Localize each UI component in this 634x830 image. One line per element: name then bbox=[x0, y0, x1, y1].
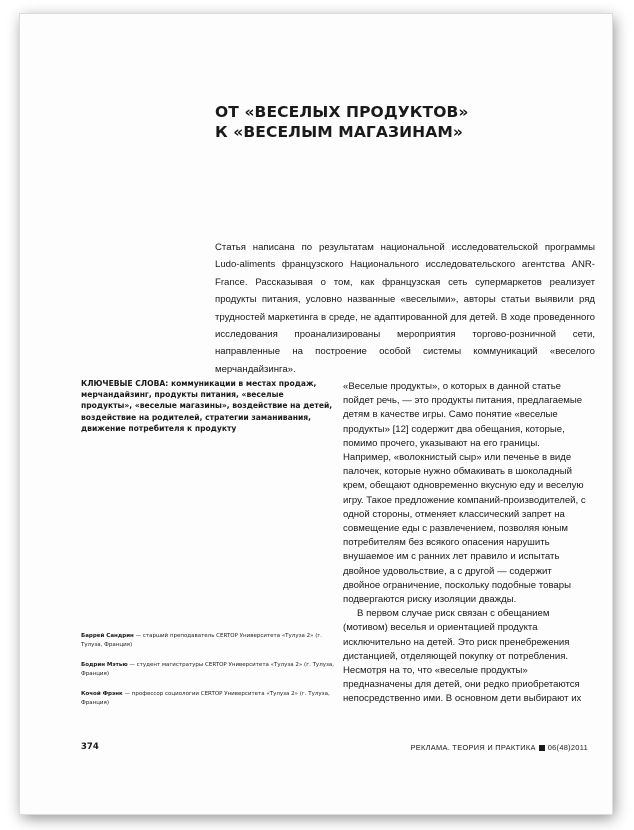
author-item bbox=[81, 661, 343, 678]
author-item bbox=[81, 632, 343, 649]
keywords-label: КЛЮЧЕВЫЕ СЛОВА: bbox=[81, 379, 169, 388]
authors-list bbox=[81, 632, 343, 720]
article-abstract: Статья написана по результатам национальной исследовательской программы Ludo-aliments французского Национального исследовательского агентства ANR-France. Рассказывая о том, как французская сеть супермаркетов реализует продукты питания, условно названные «веселыми», авторы статьи выявили ряд трудностей маркетинга в среде, не адаптированной для детей. В ходе проведенного исследования проанализированы мероприятия торгово-розничной сети, направленные на построение особой системы коммуникаций «веселого мерчандайзинга». bbox=[215, 242, 595, 375]
author-item bbox=[81, 690, 343, 707]
title-line-1: ОТ «ВЕСЕЛЫХ ПРОДУКТОВ» bbox=[215, 103, 469, 121]
body-paragraph-1: «Веселые продукты», о которых в данной статье пойдет речь, — это продукты питания, предлагаемые детям в качестве игры. Само понятие «веселые продукты» [12] содержит два обещания, которые, помимо прочего, указывают на его границы. Например, «волокнистый сыр» или печенье в виде палочек, которые нужно обмакивать в шоколадный крем, обещают одновременно вкусную еду и веселую игру. Такое предложение компаний-производителей, с одной стороны, отменяет классический запрет на совмещение еды с развлечением, позволяя юным потребителям без всякого опасения нарушить внушаемое им с ранних лет правило и испытать двойное удовольствие, а с другой — содержит двойное ограничение, поскольку подобные товары подвергаются риску изоляции дважды. bbox=[343, 381, 586, 606]
author-desc: — студент магистратуры CERTOP Университета «Тулуза 2» (г. Тулуза, Франция) bbox=[81, 662, 335, 677]
article-title bbox=[215, 102, 469, 142]
article-body bbox=[343, 380, 589, 707]
document-page bbox=[20, 14, 612, 814]
author-name: Баррей Сандрин bbox=[81, 633, 134, 639]
author-name: Бодрин Мэтью bbox=[81, 662, 128, 669]
title-line-2: К «ВЕСЕЛЫМ МАГАЗИНАМ» bbox=[215, 123, 463, 141]
keywords-text: коммуникации в местах продаж, мерчандайзинг, продукты питания, «веселые продукты», «веселые магазины», воздействие на детей, воздействие на родителей, стратегии заманивания, движение потребителя к продукту bbox=[81, 379, 333, 433]
journal-issue: 06(48)2011 bbox=[547, 743, 588, 752]
author-name: Кочой Фрэнк bbox=[81, 691, 123, 698]
body-paragraph-2: В первом случае риск связан с обещанием (мотивом) веселья и ориентацией продукта исключительно на детей. Это риск пренебрежения дистанцией, отделяющей покупку от потребления. Несмотря на то, что «веселые продукты» предназначены для детей, они редко приобретаются непосредственно ими. В основном дети выбирают их bbox=[343, 608, 582, 705]
journal-name: РЕКЛАМА. ТЕОРИЯ И ПРАКТИКА bbox=[410, 743, 536, 752]
author-desc: — профессор социологии CERTOP Университета «Тулуза 2» (г. Тулуза, Франция) bbox=[81, 691, 330, 706]
keywords-block bbox=[81, 378, 333, 434]
journal-footer bbox=[411, 743, 588, 752]
page-number: 374 bbox=[81, 742, 99, 752]
author-desc: — старший преподаватель CERTOP Университета «Тулуза 2» (г. Тулуза, Франция) bbox=[81, 633, 323, 648]
square-bullet-icon bbox=[539, 745, 545, 751]
